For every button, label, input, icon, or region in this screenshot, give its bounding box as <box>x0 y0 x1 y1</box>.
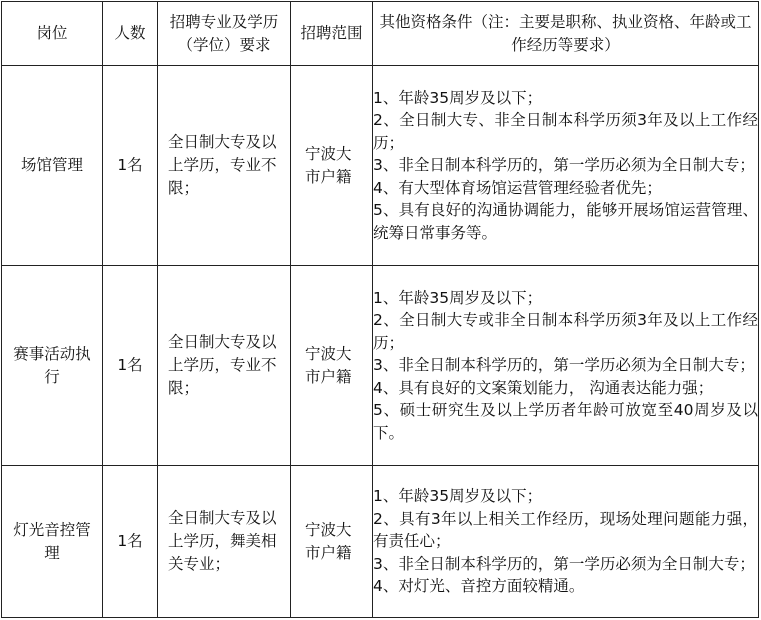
header-count: 人数 <box>103 2 158 66</box>
cell-post: 灯光音控管理 <box>2 466 103 618</box>
header-major: 招聘专业及学历（学位）要求 <box>158 2 291 66</box>
condition-item: 4、对灯光、音控方面较精通。 <box>373 577 585 596</box>
cell-scope: 宁波大市户籍 <box>291 66 373 266</box>
cell-count: 1名 <box>103 266 158 466</box>
cell-scope: 宁波大市户籍 <box>291 266 373 466</box>
condition-item: 2、具有3年以上相关工作经历，现场处理问题能力强，有责任心； <box>373 509 758 551</box>
cell-major: 全日制大专及以上学历，专业不限； <box>158 66 291 266</box>
condition-item: 1、年龄35周岁及以下； <box>373 88 543 107</box>
cell-scope: 宁波大市户籍 <box>291 466 373 618</box>
recruitment-table <box>1 1 759 618</box>
cell-conditions <box>373 466 759 618</box>
condition-item: 3、非全日制本科学历的，第一学历必须为全日制大专； <box>373 156 755 175</box>
cell-count: 1名 <box>103 66 158 266</box>
condition-item: 3、非全日制本科学历的，第一学历必须为全日制大专； <box>373 356 755 375</box>
header-post: 岗位 <box>2 2 103 66</box>
cell-post: 赛事活动执行 <box>2 266 103 466</box>
condition-item: 3、非全日制本科学历的，第一学历必须为全日制大专； <box>373 554 755 573</box>
condition-item: 4、具有良好的文案策划能力， 沟通表达能力强； <box>373 378 714 397</box>
table-row <box>2 466 759 618</box>
cell-conditions <box>373 66 759 266</box>
condition-item: 5、具有良好的沟通协调能力，能够开展场馆运营管理、统筹日常事务等。 <box>373 201 758 242</box>
table-header-row <box>2 2 759 66</box>
cell-post: 场馆管理 <box>2 66 103 266</box>
condition-item: 5、硕士研究生及以上学历者年龄可放宽至40周岁及以下。 <box>373 401 758 442</box>
table-row <box>2 266 759 466</box>
header-conditions: 其他资格条件（注：主要是职称、执业资格、年龄或工作经历等要求） <box>373 2 759 66</box>
cell-count: 1名 <box>103 466 158 618</box>
cell-conditions <box>373 266 759 466</box>
cell-major: 全日制大专及以上学历，专业不限； <box>158 266 291 466</box>
condition-item: 4、有大型体育场馆运营管理经验者优先； <box>373 178 662 197</box>
condition-item: 2、全日制大专、非全日制本科学历须3年及以上工作经历； <box>373 111 758 152</box>
table-row <box>2 66 759 266</box>
header-scope: 招聘范围 <box>291 2 373 66</box>
condition-item: 1、年龄35周岁及以下； <box>373 487 543 506</box>
condition-item: 2、全日制大专或非全日制本科学历须3年及以上工作经历； <box>373 311 758 352</box>
cell-major: 全日制大专及以上学历，舞美相关专业； <box>158 466 291 618</box>
condition-item: 1、年龄35周岁及以下； <box>373 288 543 307</box>
